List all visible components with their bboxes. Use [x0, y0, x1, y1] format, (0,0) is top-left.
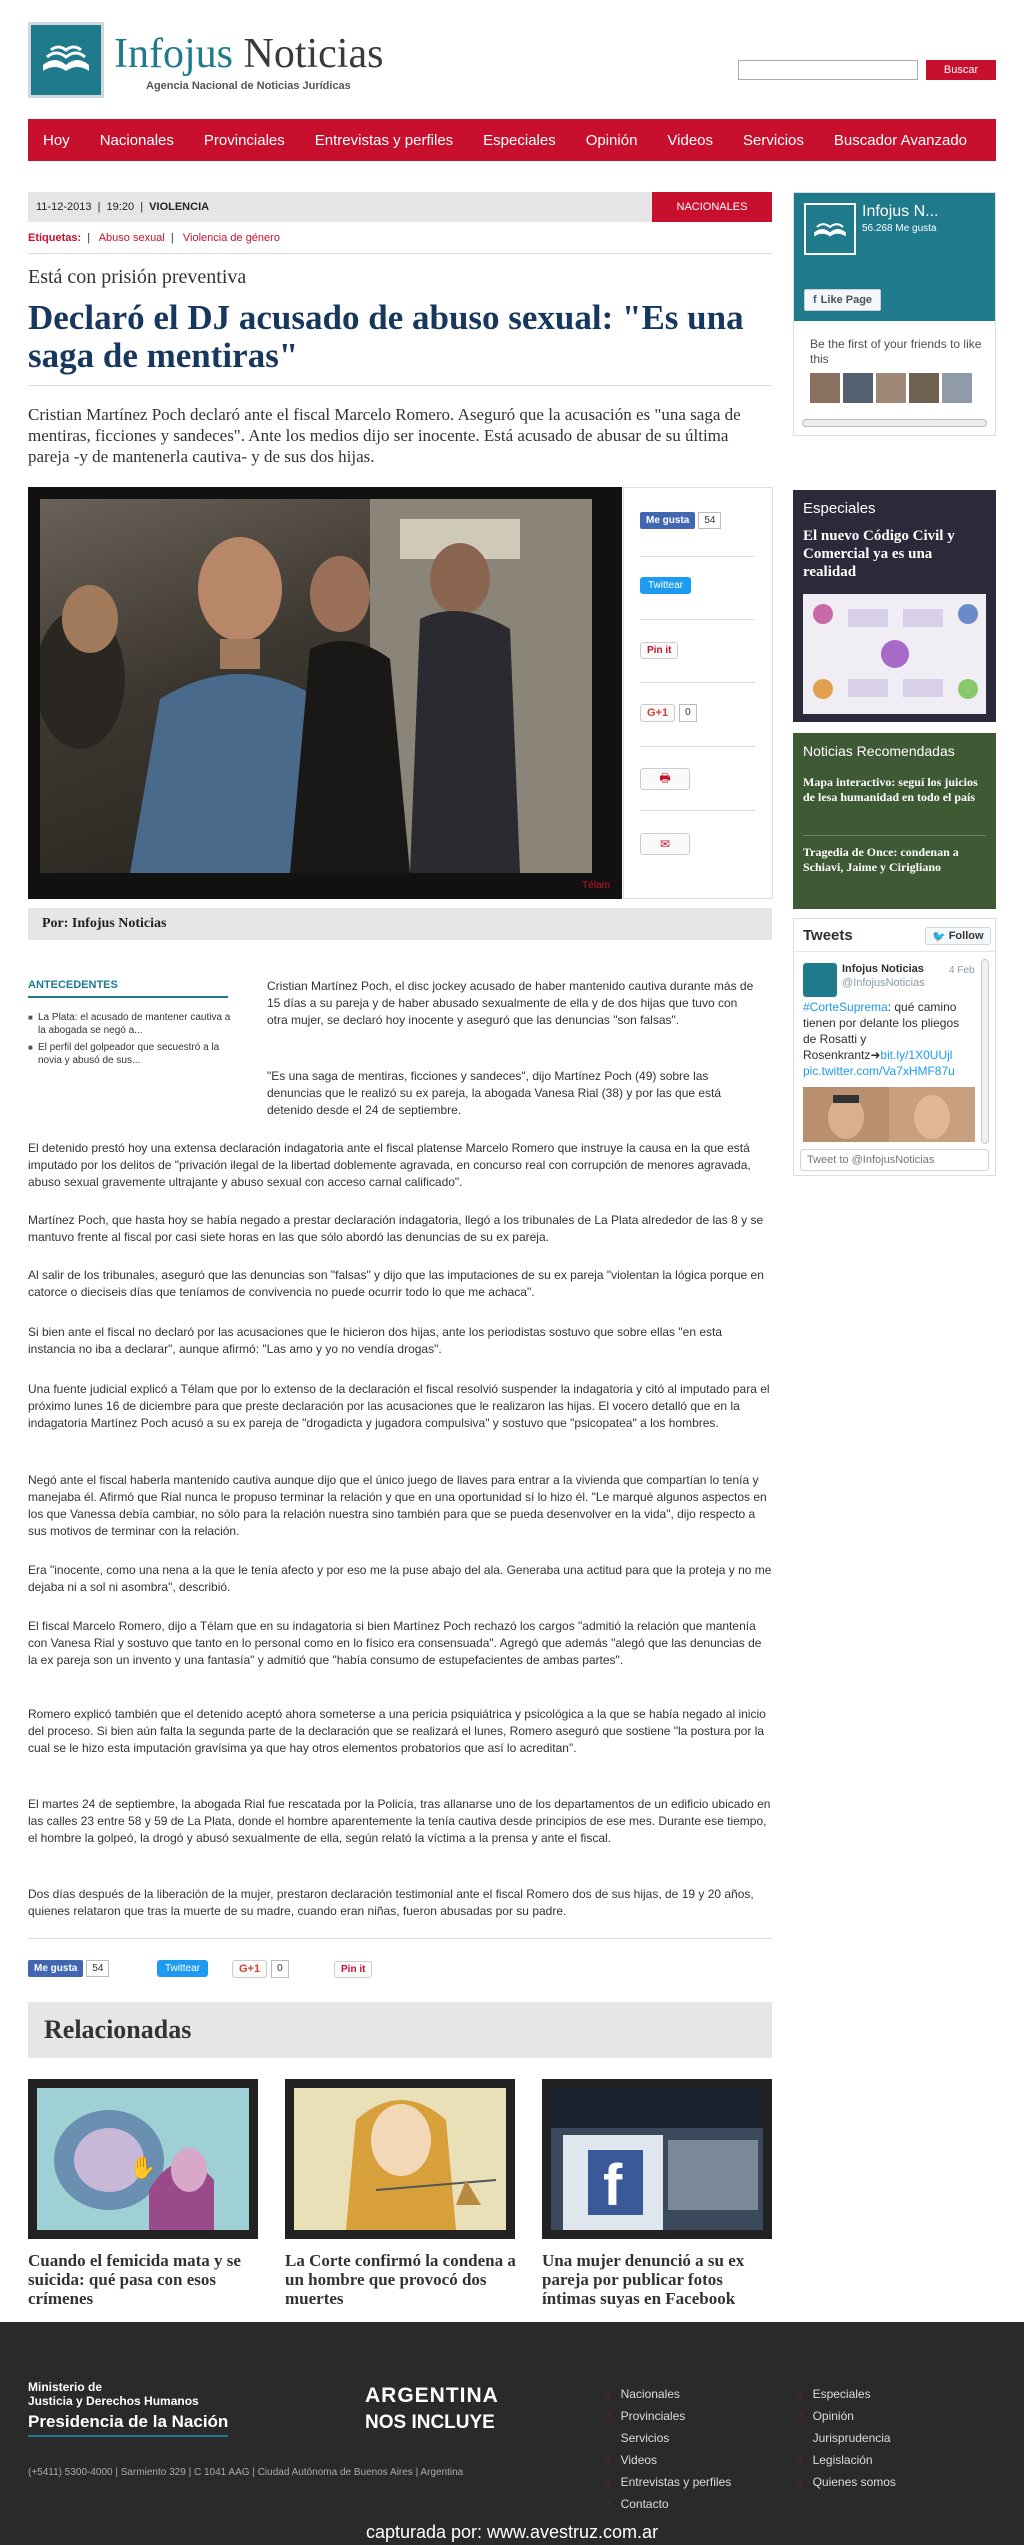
follow-button[interactable]: 🐦 Follow [925, 927, 991, 945]
tag-link[interactable]: Abuso sexual [98, 232, 165, 244]
divider [640, 619, 755, 620]
paragraph: El detenido prestó hoy una extensa declaración indagatoria ante el fiscal platense Marcelo Romero que instruye la causa en la que está imputado por los delitos de "privación ilegal de la libertad doblemente agravada, en concurso real con corrupción de menores agravada, abuso sexual gravemente ultrajante y abuso sexual con acceso carnal calificado". [28, 1141, 751, 1189]
tweet-image[interactable] [803, 1087, 975, 1142]
twitter-widget [793, 918, 996, 1176]
paragraph: El martes 24 de septiembre, la abogada Rial fue rescatada por la Policía, tras allanarse uno de los departamentos de un edificio ubicado en las calles 23 entre 58 y 59 de La Plata, donde el hombre aparentemente la tenía cautiva desde principios de ese mes. Durante ese tiempo, el hombre la golpeó, la drogó y abusó sexualmente de ella, según relató la víctima a la prensa y ante el fiscal. [28, 1797, 771, 1845]
tweet-text [803, 999, 973, 1079]
related-title-3[interactable]: Una mujer denunció a su ex pareja por publicar fotos íntimas suyas en Facebook [542, 2251, 745, 2308]
footer-address: (+5411) 5300-4000 | Sarmiento 329 | C 1041 AAG | Ciudad Autónoma de Buenos Aires | Argentina [28, 2467, 464, 2478]
capture-watermark: capturada por: www.avestruz.com.ar [365, 2522, 659, 2542]
tweet-input[interactable] [800, 1149, 989, 1171]
footer-argentina: ARGENTINA [365, 2384, 499, 2407]
antecedente-link[interactable]: ■ La Plata: el acusado de mantener cautiva a la abogada se negó a... [28, 1011, 238, 1037]
fb-like-widget [640, 512, 721, 529]
paragraph: Cristian Martínez Poch, el disc jockey acusado de haber mantenido cautiva durante más de 15 días a su pareja y de haber abusado sexualmente de ella y de dos hijas que tuvo con otra mujer, se declaró hoy inocente y aseguró que las denuncias "son falsas". [267, 979, 754, 1027]
fb-cover [794, 193, 995, 321]
divider [803, 835, 986, 836]
twitter-bird-icon: 🐦 [932, 930, 946, 943]
print-icon: 🖶 [659, 770, 671, 785]
tags: Etiquetas: | Abuso sexual | Violencia de género [28, 232, 280, 244]
paragraph: Romero explicó también que el detenido aceptó ahora someterse a una pericia psiquiátrica y psicológica a la que se había negado al inicio del proceso. Si bien aún falta la segunda parte de la declaración que se realizará el lunes, Romero aseguró que sostiene "la postura por la cual se le hizo esta imputación gravísima ya que hay otros elementos probatorios que así lo acreditan". [28, 1707, 766, 1755]
fb-like-button[interactable]: Me gusta [28, 1960, 83, 1977]
article-lead: Cristian Martínez Poch declaró ante el fiscal Marcelo Romero. Aseguró que la acusación es "una saga de mentiras, ficciones y sandeces". Ante los medios dijo ser inocente. Está acusado de abusar de su última pareja -y de mantenerla cautiva- y de sus dos hijas. [28, 405, 741, 466]
avatar[interactable] [909, 373, 939, 403]
tweets-scrollbar[interactable] [981, 959, 989, 1144]
footer-link[interactable]: :: Especiales [797, 2387, 871, 2401]
footer-link[interactable]: :: Servicios [605, 2431, 670, 2445]
bottom-fb-like [28, 1960, 109, 1977]
logo-subtitle: Agencia Nacional de Noticias Jurídicas [146, 80, 351, 92]
footer-link[interactable]: :: Videos [605, 2453, 658, 2467]
related-image-3[interactable] [542, 2079, 772, 2239]
gplus-widget [640, 704, 697, 722]
paragraph: Negó ante el fiscal haberla mantenido cautiva aunque dijo que el único juego de llaves para entrar a la vivienda que compartían lo tenía y manejaba él. Afirmó que Rial nunca le propuso terminar la relación y que en una oportunidad sí lo hizo él. "Le marqué algunos aspectos en los que Vanessa debía cambiar, no sólo para la relación nuestra sino también para que se pueda desenvolver en la vida", dijo respecto a sus motivos de terminar con la relación. [28, 1473, 767, 1538]
footer-link[interactable]: :: Opinión [797, 2409, 854, 2423]
paragraph: "Es una saga de mentiras, ficciones y sandeces", dijo Martínez Poch (49) sobre las denuncias que le realizó su ex pareja, la abogada Vanesa Rial (38) y por las que está detenido desde el 24 de septiembre. [267, 1069, 722, 1117]
fb-friends-text: Be the first of your friends to like this [810, 337, 982, 366]
photo-credit: Télam [582, 880, 610, 891]
nav-provinciales[interactable]: Provinciales [203, 131, 285, 149]
nav-opinion[interactable]: Opinión [585, 131, 638, 149]
related-title-2[interactable]: La Corte confirmó la condena a un hombre que provocó dos muertes [285, 2251, 516, 2308]
paragraph: Si bien ante el fiscal no declaró por las acusaciones que le hicieron dos hijas, ante los periodistas sostuvo que sobre ellas "en esta instancia no iba a declarar", aunque afirmó: "Las amo y yo no vendía drogas". [28, 1325, 723, 1356]
article-title: Declaró el DJ acusado de abuso sexual: "Es una saga de mentiras" [28, 298, 744, 375]
divider [640, 746, 755, 747]
footer-nos-incluye: NOS INCLUYE [365, 2412, 495, 2433]
divider [28, 1938, 772, 1939]
divider [640, 556, 755, 557]
tweet-handle[interactable]: @InfojusNoticias [842, 977, 925, 989]
pin-widget [640, 642, 678, 659]
nav-entrevistas[interactable]: Entrevistas y perfiles [314, 131, 454, 149]
photo-image [40, 499, 592, 873]
logo-title: Infojus Noticias [114, 31, 384, 77]
tweet-button[interactable]: Twittear [157, 1960, 208, 1977]
nav-videos[interactable]: Videos [667, 131, 714, 149]
nav-especiales[interactable]: Especiales [483, 131, 556, 149]
bottom-gplus [232, 1960, 289, 1978]
recomendadas-title: Noticias Recomendadas [803, 743, 955, 759]
site-logo[interactable] [28, 22, 408, 100]
related-title-1[interactable]: Cuando el femicida mata y se suicida: qué pasa con esos crímenes [28, 2251, 241, 2308]
fb-page-name[interactable]: Infojus N... [862, 203, 939, 220]
paragraph: Martínez Poch, que hasta hoy se había negado a prestar declaración indagatoria, llegó a los tribunales de La Plata alrededor de las 8 y se mantuvo frente al fiscal por casi siete horas en las que sólo abordó las denuncias de su ex pareja. [28, 1213, 764, 1244]
tweet-widget [640, 577, 691, 594]
footer-link[interactable]: :: Contacto [605, 2497, 669, 2511]
footer-presidency[interactable]: Presidencia de la Nación [28, 2412, 228, 2437]
related-image-1[interactable] [28, 2079, 258, 2239]
svg-text:f: f [603, 2153, 623, 2218]
fb-likes: 56.268 Me gusta [862, 223, 937, 234]
fb-like-button[interactable]: Me gusta [640, 512, 695, 529]
book-icon [804, 203, 856, 255]
especiales-title: Especiales [803, 500, 876, 517]
footer-links-col2 [797, 2384, 896, 2494]
bottom-tweet [157, 1960, 208, 1977]
print-button[interactable] [640, 768, 690, 790]
article-meta: 11-12-2013 | 19:20 | VIOLENCIA [28, 192, 653, 222]
tweet-body: : qué camino tienen por delante los pliegos de Rosatti y Rosenkrantz➜ [803, 1000, 960, 1062]
facebook-page-widget [793, 192, 996, 436]
article-time: 19:20 [106, 201, 135, 213]
tweet-avatar[interactable] [803, 963, 837, 997]
book-icon [28, 22, 104, 98]
pinit-button[interactable]: Pin it [640, 642, 678, 659]
footer-link[interactable]: :: Nacionales [605, 2387, 680, 2401]
divider [640, 682, 755, 683]
article-photo [28, 487, 622, 899]
footer-link[interactable]: :: Quienes somos [797, 2475, 896, 2489]
avatar[interactable] [942, 373, 972, 403]
nav-buscador[interactable]: Buscador Avanzado [833, 131, 968, 149]
envelope-icon: ✉ [659, 837, 671, 851]
especiales-item[interactable]: El nuevo Código Civil y Comercial ya es una realidad [803, 528, 955, 580]
main-nav [28, 119, 996, 161]
avatar[interactable] [810, 373, 840, 403]
tweet-button[interactable]: Twittear [640, 577, 691, 594]
site-footer [0, 2322, 1024, 2545]
footer-link[interactable]: :: Jurisprudencia [797, 2431, 891, 2445]
article-kicker: Está con prisión preventiva [28, 266, 247, 288]
bottom-pin [334, 1961, 372, 1978]
antecedentes-title: ANTECEDENTES [28, 979, 228, 998]
related-image-2[interactable] [285, 2079, 515, 2239]
especiales-image[interactable] [803, 594, 986, 714]
article-category: VIOLENCIA [149, 201, 210, 213]
tweet-link[interactable]: bit.ly/1X0UUjl [880, 1048, 953, 1062]
footer-link[interactable]: :: Legislación [797, 2453, 873, 2467]
fb-like-count: 54 [86, 1960, 109, 1977]
svg-text:✋: ✋ [129, 2155, 157, 2180]
paragraph: Al salir de los tribunales, aseguró que las denuncias son "falsas" y dijo que las imputaciones de su ex pareja "violentan la lógica porque en catorce o dieciseis días que teníamos de convivencia no puede ocurrir todo lo que me achaca". [28, 1268, 764, 1299]
recomendada-link[interactable]: Tragedia de Once: condenan a Schiavi, Jaime y Cirigliano [803, 845, 959, 874]
paragraph: Era "inocente, como una nena a la que le tenía afecto y por eso me la puse abajo del ala. Generaba una actitud para que la proteja y no me dejaba ni a sol ni asombra", describió. [28, 1563, 772, 1594]
footer-link[interactable]: :: Entrevistas y perfiles [605, 2475, 732, 2489]
search-input[interactable] [738, 60, 918, 80]
paragraph: Una fuente judicial explicó a Télam que por lo extenso de la declaración el fiscal resolvió suspender la indagatoria y citó al imputado para el próximo lunes 16 de diciembre para que preste declaración por las acusaciones que le realizaron las hijas. El vocero detalló que en la indagatoria Martínez Poch acusó a su ex pareja de "drogadicta y jugadora compulsiva" y sostuvo que "psicopatea" a los hombres. [28, 1382, 770, 1430]
footer-ministry: Ministerio de Justicia y Derechos Humanos [28, 2380, 199, 2408]
divider [640, 810, 755, 811]
article-byline: Por: Infojus Noticias [28, 908, 772, 940]
fb-icon: f [813, 294, 817, 306]
avatar[interactable] [876, 373, 906, 403]
tweets-title: Tweets [803, 927, 853, 944]
nav-hoy[interactable]: Hoy [43, 131, 70, 149]
tweet-hashtag[interactable]: #CorteSuprema [803, 1000, 888, 1014]
footer-link[interactable]: :: Provinciales [605, 2409, 686, 2423]
nav-nacionales[interactable]: Nacionales [99, 131, 174, 149]
fb-scrollbar[interactable] [802, 419, 987, 427]
gplus-button[interactable]: G+1 [232, 1960, 267, 1978]
divider [28, 253, 772, 254]
antecedentes-list [28, 1011, 238, 1071]
antecedente-link[interactable]: ■ El perfil del golpeador que secuestró a la novia y abusó de sus... [28, 1041, 238, 1067]
search-button[interactable]: Buscar [926, 60, 996, 80]
share-box [623, 487, 773, 899]
gplus-count: 0 [271, 1960, 289, 1978]
section-button[interactable]: NACIONALES [652, 192, 772, 222]
pinit-button[interactable]: Pin it [334, 1961, 372, 1978]
tweet-date[interactable]: 4 Feb [949, 965, 975, 976]
divider [794, 951, 995, 952]
email-button[interactable] [640, 833, 690, 855]
fb-friends-avatars [810, 373, 972, 403]
gplus-button[interactable]: G+1 [640, 704, 675, 722]
paragraph: Dos días después de la liberación de la mujer, prestaron declaración testimonial ante el fiscal Romero dos de sus hijas, de 19 y 20 años, quienes relataron que tras la muerte de su madre, cuando eran niñas, fueron abusadas por su padre. [28, 1887, 754, 1918]
tweet-pic-link[interactable]: pic.twitter.com/Va7xHMF87u [803, 1064, 955, 1078]
gplus-count: 0 [679, 704, 697, 722]
tags-label: Etiquetas: [28, 232, 82, 244]
divider [28, 385, 772, 386]
paragraph: El fiscal Marcelo Romero, dijo a Télam que en su indagatoria si bien Martínez Poch rechazó los cargos "admitió la relación que mantenía con Vanesa Rial y sostuvo que tanto en lo personal como en lo físico era consensuada". Agregó que además "alegó que las denuncias de la ex pareja son un invento y una fantasía" y admitió que "había consumo de estupefacientes de ambas partes". [28, 1619, 762, 1667]
footer-links-col1 [605, 2384, 731, 2516]
nav-servicios[interactable]: Servicios [743, 131, 804, 149]
avatar[interactable] [843, 373, 873, 403]
recomendada-link[interactable]: Mapa interactivo: seguí los juicios de lesa humanidad en todo el país [803, 775, 978, 804]
recomendadas-box [793, 733, 996, 909]
fb-like-count: 54 [698, 512, 721, 529]
fb-like-page-button[interactable]: f Like Page [804, 289, 881, 311]
especiales-box [793, 490, 996, 722]
relacionadas-title: Relacionadas [28, 2002, 772, 2058]
article-date: 11-12-2013 [36, 201, 92, 213]
tweet-user[interactable]: Infojus Noticias [842, 963, 924, 975]
tag-link[interactable]: Violencia de género [182, 232, 280, 244]
